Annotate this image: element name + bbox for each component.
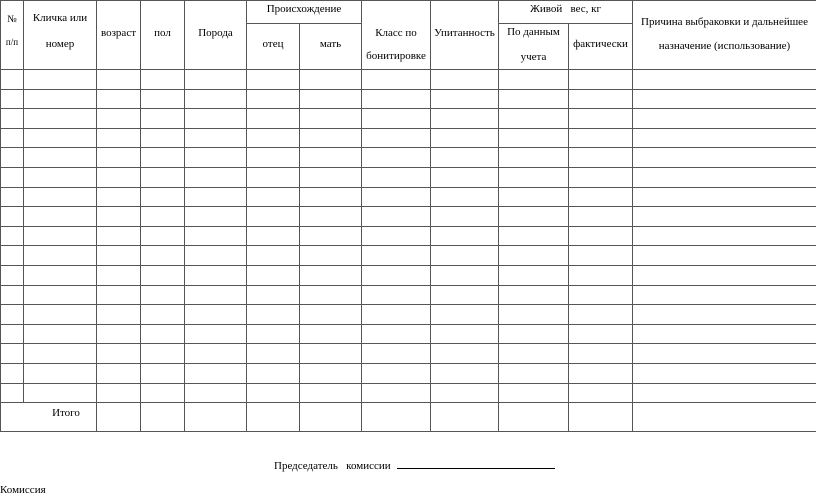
- table-cell[interactable]: [97, 363, 141, 383]
- header-reason-line1: Причина выбраковки и дальнейшее: [633, 1, 816, 29]
- table-cell[interactable]: [185, 167, 247, 187]
- table-row: [1, 246, 816, 266]
- table-cell[interactable]: [633, 246, 816, 266]
- table-row: [1, 148, 816, 168]
- table-cell[interactable]: [24, 324, 97, 344]
- table-cell[interactable]: [1, 109, 24, 129]
- table-cell[interactable]: [499, 109, 569, 129]
- table-cell[interactable]: [362, 344, 431, 364]
- table-cell[interactable]: [247, 148, 300, 168]
- table-row: [1, 109, 816, 129]
- header-reason-cell: [633, 1, 816, 70]
- table-cell[interactable]: [431, 363, 499, 383]
- table-cell[interactable]: [569, 344, 633, 364]
- table-cell[interactable]: [247, 324, 300, 344]
- table-cell[interactable]: [247, 265, 300, 285]
- table-cell[interactable]: [431, 128, 499, 148]
- table-cell[interactable]: [247, 305, 300, 325]
- table-cell[interactable]: [300, 89, 362, 109]
- table-row: [1, 70, 816, 90]
- header-weight-cell: [499, 1, 633, 24]
- table-cell[interactable]: [633, 403, 816, 432]
- table-cell[interactable]: [362, 148, 431, 168]
- table-cell[interactable]: [141, 363, 185, 383]
- header-weight-records-line1: По данным: [499, 24, 568, 39]
- table-cell[interactable]: [431, 187, 499, 207]
- table-cell[interactable]: [569, 187, 633, 207]
- table-cell[interactable]: [569, 70, 633, 90]
- table-cell[interactable]: [633, 344, 816, 364]
- table-row: [1, 226, 816, 246]
- table-cell[interactable]: [97, 383, 141, 403]
- table-cell[interactable]: [24, 70, 97, 90]
- table-cell[interactable]: [300, 285, 362, 305]
- table-cell[interactable]: [569, 109, 633, 129]
- table-cell[interactable]: [499, 344, 569, 364]
- table-cell[interactable]: [247, 207, 300, 227]
- header-origin-cell: [247, 1, 362, 24]
- table-cell[interactable]: [569, 128, 633, 148]
- table-cell[interactable]: [141, 167, 185, 187]
- table-cell[interactable]: [431, 246, 499, 266]
- table-cell[interactable]: [1, 167, 24, 187]
- table-cell[interactable]: [247, 246, 300, 266]
- table-cell[interactable]: [24, 265, 97, 285]
- table-cell[interactable]: [633, 305, 816, 325]
- table-cell[interactable]: [97, 70, 141, 90]
- table-cell[interactable]: [1, 324, 24, 344]
- header-no-sub: п/п: [1, 27, 23, 49]
- header-name-cell: [24, 1, 97, 70]
- table-cell[interactable]: [633, 70, 816, 90]
- table-cell[interactable]: [247, 128, 300, 148]
- table-cell[interactable]: [300, 109, 362, 129]
- table-cell[interactable]: [431, 344, 499, 364]
- table-cell[interactable]: [185, 265, 247, 285]
- table-cell[interactable]: [569, 226, 633, 246]
- table-cell[interactable]: [1, 246, 24, 266]
- table-cell[interactable]: [431, 403, 499, 432]
- table-cell[interactable]: [24, 148, 97, 168]
- table-cell[interactable]: [431, 285, 499, 305]
- table-cell[interactable]: [1, 89, 24, 109]
- table-cell[interactable]: [499, 246, 569, 266]
- table-cell[interactable]: [499, 70, 569, 90]
- header-weight-actual-cell: [569, 24, 633, 70]
- table-cell[interactable]: [1, 265, 24, 285]
- table-row: [1, 285, 816, 305]
- table-cell[interactable]: [185, 89, 247, 109]
- table-cell[interactable]: [97, 226, 141, 246]
- table-cell[interactable]: [1, 344, 24, 364]
- table-cell[interactable]: [362, 265, 431, 285]
- table-row: [1, 167, 816, 187]
- table-cell[interactable]: [247, 70, 300, 90]
- table-cell[interactable]: [633, 89, 816, 109]
- total-row: [1, 403, 816, 432]
- table-cell[interactable]: [141, 109, 185, 129]
- table-cell[interactable]: [185, 383, 247, 403]
- table-cell[interactable]: [185, 344, 247, 364]
- header-reason-line2: назначение (использование): [633, 29, 816, 53]
- table-cell[interactable]: [362, 128, 431, 148]
- header-mother: мать: [300, 24, 361, 51]
- table-cell[interactable]: [362, 70, 431, 90]
- header-father-cell: [247, 24, 300, 70]
- table-cell[interactable]: [24, 305, 97, 325]
- table-cell[interactable]: [633, 265, 816, 285]
- table-cell[interactable]: [141, 383, 185, 403]
- table-cell[interactable]: [499, 285, 569, 305]
- table-cell[interactable]: [141, 265, 185, 285]
- table-cell[interactable]: [633, 207, 816, 227]
- table-cell[interactable]: [633, 226, 816, 246]
- table-cell[interactable]: [362, 167, 431, 187]
- header-class-line1: Класс по: [362, 1, 430, 40]
- table-cell[interactable]: [569, 207, 633, 227]
- table-cell[interactable]: [362, 305, 431, 325]
- table-cell[interactable]: [362, 187, 431, 207]
- table-cell[interactable]: [499, 207, 569, 227]
- header-class-cell: [362, 1, 431, 70]
- header-fatness-cell: [431, 1, 499, 70]
- table-cell[interactable]: [24, 207, 97, 227]
- table-cell[interactable]: [185, 246, 247, 266]
- table-cell[interactable]: [362, 246, 431, 266]
- table-cell[interactable]: [499, 128, 569, 148]
- table-cell[interactable]: [185, 109, 247, 129]
- table-cell[interactable]: [185, 70, 247, 90]
- table-cell[interactable]: [247, 89, 300, 109]
- total-label: Итого: [1, 403, 97, 432]
- table-cell[interactable]: [633, 383, 816, 403]
- table-cell[interactable]: [1, 148, 24, 168]
- table-cell[interactable]: [185, 324, 247, 344]
- table-cell[interactable]: [24, 167, 97, 187]
- header-breed-cell: [185, 1, 247, 70]
- table-cell[interactable]: [1, 187, 24, 207]
- table-cell[interactable]: [633, 167, 816, 187]
- table-cell[interactable]: [431, 226, 499, 246]
- table-cell[interactable]: [24, 128, 97, 148]
- table-cell[interactable]: [141, 226, 185, 246]
- table-cell[interactable]: [499, 305, 569, 325]
- table-cell[interactable]: [247, 109, 300, 129]
- table-cell[interactable]: [97, 187, 141, 207]
- header-sex-cell: [141, 1, 185, 70]
- table-cell[interactable]: [97, 305, 141, 325]
- table-cell[interactable]: [141, 285, 185, 305]
- table-cell[interactable]: [97, 128, 141, 148]
- header-weight-records-line2: учета: [499, 39, 568, 64]
- table-cell[interactable]: [431, 70, 499, 90]
- table-row: [1, 324, 816, 344]
- table-row: [1, 207, 816, 227]
- table-cell[interactable]: [362, 89, 431, 109]
- table-cell[interactable]: [1, 128, 24, 148]
- header-weight: Живой вес, кг: [499, 1, 632, 16]
- table-cell[interactable]: [97, 324, 141, 344]
- table-cell[interactable]: [431, 383, 499, 403]
- table-cell[interactable]: [97, 207, 141, 227]
- table-row: [1, 128, 816, 148]
- table-cell[interactable]: [362, 403, 431, 432]
- table-cell[interactable]: [141, 128, 185, 148]
- table-row: [1, 265, 816, 285]
- table-cell[interactable]: [499, 324, 569, 344]
- table-cell[interactable]: [300, 148, 362, 168]
- table-cell[interactable]: [247, 187, 300, 207]
- table-cell[interactable]: [24, 383, 97, 403]
- commission-label: Комиссия: [0, 484, 46, 496]
- header-no: №: [1, 1, 23, 27]
- table-row: [1, 187, 816, 207]
- table-cell[interactable]: [300, 167, 362, 187]
- table-cell[interactable]: [185, 403, 247, 432]
- table-cell[interactable]: [633, 363, 816, 383]
- chairman-signature-line[interactable]: [397, 458, 555, 469]
- table-cell[interactable]: [141, 89, 185, 109]
- table-cell[interactable]: [24, 89, 97, 109]
- table-cell[interactable]: [185, 285, 247, 305]
- table-cell[interactable]: [499, 363, 569, 383]
- table-row: [1, 363, 816, 383]
- header-weight-records-cell: [499, 24, 569, 70]
- table-cell[interactable]: [431, 305, 499, 325]
- table-cell[interactable]: [362, 324, 431, 344]
- table-cell[interactable]: [24, 363, 97, 383]
- table-cell[interactable]: [300, 70, 362, 90]
- table-cell[interactable]: [1, 226, 24, 246]
- table-cell[interactable]: [141, 344, 185, 364]
- table-cell[interactable]: [633, 128, 816, 148]
- table-cell[interactable]: [247, 383, 300, 403]
- table-cell[interactable]: [431, 207, 499, 227]
- table-cell[interactable]: [141, 148, 185, 168]
- table-cell[interactable]: [1, 285, 24, 305]
- table-cell[interactable]: [300, 403, 362, 432]
- table-row: [1, 89, 816, 109]
- header-age: возраст: [97, 1, 140, 40]
- table-cell[interactable]: [97, 344, 141, 364]
- header-origin: Происхождение: [247, 1, 361, 16]
- table-cell[interactable]: [24, 246, 97, 266]
- table-cell[interactable]: [300, 324, 362, 344]
- table-cell[interactable]: [141, 305, 185, 325]
- header-fatness: Упитанность: [431, 1, 498, 40]
- table-cell[interactable]: [97, 265, 141, 285]
- table-cell[interactable]: [569, 89, 633, 109]
- table-cell[interactable]: [362, 383, 431, 403]
- header-class-line2: бонитировке: [362, 40, 430, 63]
- table-cell[interactable]: [431, 148, 499, 168]
- table-cell[interactable]: [300, 207, 362, 227]
- table-cell[interactable]: [97, 285, 141, 305]
- table-cell[interactable]: [431, 167, 499, 187]
- table-cell[interactable]: [431, 89, 499, 109]
- table-cell[interactable]: [431, 324, 499, 344]
- table-cell[interactable]: [97, 167, 141, 187]
- table-cell[interactable]: [24, 187, 97, 207]
- table-cell[interactable]: [499, 403, 569, 432]
- table-cell[interactable]: [1, 363, 24, 383]
- table-cell[interactable]: [431, 265, 499, 285]
- table-cell[interactable]: [247, 167, 300, 187]
- table-cell[interactable]: [499, 383, 569, 403]
- table-cell[interactable]: [1, 305, 24, 325]
- table-cell[interactable]: [633, 324, 816, 344]
- table-cell[interactable]: [499, 167, 569, 187]
- table-cell[interactable]: [97, 246, 141, 266]
- table-cell[interactable]: [1, 70, 24, 90]
- header-no-cell: [1, 1, 24, 70]
- table-cell[interactable]: [141, 187, 185, 207]
- table-cell[interactable]: [569, 305, 633, 325]
- table-cell[interactable]: [300, 246, 362, 266]
- table-cell[interactable]: [185, 148, 247, 168]
- table-cell[interactable]: [24, 344, 97, 364]
- table-cell[interactable]: [1, 207, 24, 227]
- header-name-line2: номер: [24, 25, 96, 51]
- table-cell[interactable]: [247, 344, 300, 364]
- table-cell[interactable]: [431, 109, 499, 129]
- table-cell[interactable]: [499, 89, 569, 109]
- header-father: отец: [247, 24, 299, 51]
- table-cell[interactable]: [569, 363, 633, 383]
- table-cell[interactable]: [300, 344, 362, 364]
- table-cell[interactable]: [97, 89, 141, 109]
- table-cell[interactable]: [300, 305, 362, 325]
- table-cell[interactable]: [141, 207, 185, 227]
- table-cell[interactable]: [300, 128, 362, 148]
- table-cell[interactable]: [300, 187, 362, 207]
- table-cell[interactable]: [185, 207, 247, 227]
- table-cell[interactable]: [185, 187, 247, 207]
- table-cell[interactable]: [24, 109, 97, 129]
- table-cell[interactable]: [247, 363, 300, 383]
- table-cell[interactable]: [499, 148, 569, 168]
- table-cell[interactable]: [362, 285, 431, 305]
- table-cell[interactable]: [97, 403, 141, 432]
- table-cell[interactable]: [569, 324, 633, 344]
- table-cell[interactable]: [362, 363, 431, 383]
- header-weight-actual: фактически: [569, 24, 632, 51]
- table-cell[interactable]: [247, 226, 300, 246]
- table-cell[interactable]: [141, 324, 185, 344]
- table-cell[interactable]: [569, 285, 633, 305]
- table-cell[interactable]: [300, 265, 362, 285]
- header-breed: Порода: [185, 1, 246, 40]
- table-cell[interactable]: [633, 285, 816, 305]
- table-cell[interactable]: [247, 285, 300, 305]
- table-row: [1, 305, 816, 325]
- table-cell[interactable]: [185, 226, 247, 246]
- table-cell[interactable]: [300, 226, 362, 246]
- chairman-label: Председатель комиссии: [274, 460, 391, 472]
- header-mother-cell: [300, 24, 362, 70]
- chairman-signature: [274, 458, 555, 472]
- table-cell[interactable]: [633, 148, 816, 168]
- table-cell[interactable]: [499, 187, 569, 207]
- header-name-line1: Кличка или: [24, 1, 96, 25]
- header-sex: пол: [141, 1, 184, 40]
- table-cell[interactable]: [141, 70, 185, 90]
- table-cell[interactable]: [185, 305, 247, 325]
- table-cell[interactable]: [300, 383, 362, 403]
- table-row: [1, 344, 816, 364]
- table-cell[interactable]: [247, 403, 300, 432]
- table-body: [1, 70, 816, 432]
- table-cell[interactable]: [185, 128, 247, 148]
- table-cell[interactable]: [569, 148, 633, 168]
- table-cell[interactable]: [569, 403, 633, 432]
- table-cell[interactable]: [633, 109, 816, 129]
- table-cell[interactable]: [569, 246, 633, 266]
- table-cell[interactable]: [362, 109, 431, 129]
- table-cell[interactable]: [362, 207, 431, 227]
- table-cell[interactable]: [97, 109, 141, 129]
- table-cell[interactable]: [1, 383, 24, 403]
- table-cell[interactable]: [141, 246, 185, 266]
- table-cell[interactable]: [300, 363, 362, 383]
- table-row: [1, 383, 816, 403]
- table-cell[interactable]: [24, 285, 97, 305]
- table-cell[interactable]: [499, 226, 569, 246]
- table-cell[interactable]: [141, 403, 185, 432]
- table-cell[interactable]: [569, 167, 633, 187]
- table-cell[interactable]: [633, 187, 816, 207]
- table-cell[interactable]: [185, 363, 247, 383]
- header-age-cell: [97, 1, 141, 70]
- table-cell[interactable]: [499, 265, 569, 285]
- table-cell[interactable]: [24, 226, 97, 246]
- table-cell[interactable]: [569, 265, 633, 285]
- table-cell[interactable]: [97, 148, 141, 168]
- table-cell[interactable]: [569, 383, 633, 403]
- table-cell[interactable]: [362, 226, 431, 246]
